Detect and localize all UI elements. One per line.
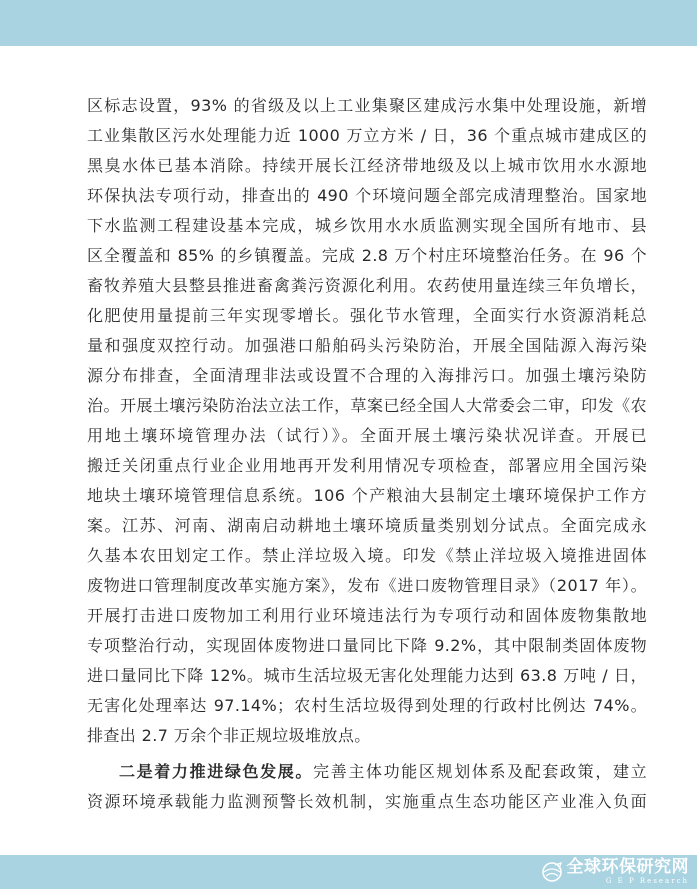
text-line: 专项整治行动，实现固体废物进口量同比下降 9.2%，其中限制类固体废物 xyxy=(87,636,647,655)
text-line: 案。江苏、河南、湖南启动耕地土壤环境质量类别划分试点。全面完成永 xyxy=(87,516,647,535)
text-line: 区全覆盖和 85% 的乡镇覆盖。完成 2.8 万个村庄环境整治任务。在 96 个 xyxy=(87,246,647,265)
text-line: 无害化处理率达 97.14%；农村生活垃圾得到处理的行政村比例达 74%。 xyxy=(87,696,647,715)
text-line: 畜牧养殖大县整县推进畜禽粪污资源化利用。农药使用量连续三年负增长， xyxy=(87,276,647,295)
text-line: 久基本农田划定工作。禁止洋垃圾入境。印发《禁止洋垃圾入境推进固体 xyxy=(87,546,647,565)
text-line: 化肥使用量提前三年实现零增长。强化节水管理，全面实行水资源消耗总 xyxy=(87,306,647,325)
text-line: 工业集散区污水处理能力近 1000 万立方米 / 日，36 个重点城市建成区的 xyxy=(87,126,647,145)
watermark-title: 全球环保研究网 xyxy=(566,857,689,877)
text-line: 量和强度双控行动。加强港口船舶码头污染防治，开展全国陆源入海污染 xyxy=(87,336,647,355)
text-line: 区标志设置，93% 的省级及以上工业集聚区建成污水集中处理设施，新增 xyxy=(87,96,647,115)
text-line: 地块土壤环境管理信息系统。106 个产粮油大县制定土壤环境保护工作方 xyxy=(87,486,647,505)
text-line: 用地土壤环境管理办法（试行）》。全面开展土壤污染状况详查。开展已 xyxy=(87,426,647,445)
globe-icon xyxy=(541,861,563,883)
text-line: 黑臭水体已基本消除。持续开展长江经济带地级及以上城市饮用水水源地 xyxy=(87,156,647,175)
text-line: 进口量同比下降 12%。城市生活垃圾无害化处理能力达到 63.8 万吨 / 日， xyxy=(87,666,647,685)
text-line: 治。开展土壤污染防治法立法工作，草案已经全国人大常委会二审，印发《农 xyxy=(87,396,647,415)
paragraph-2-first-line xyxy=(119,759,647,784)
text-line: 开展打击进口废物加工利用行业环境违法行为专项行动和固体废物集散地 xyxy=(87,606,647,625)
text-line: 废物进口管理制度改革实施方案》，发布《进口废物管理目录》（2017 年）。 xyxy=(87,576,647,595)
watermark-subtitle: G E P Research xyxy=(605,877,689,885)
text-line: 排查出 2.7 万余个非正规垃圾堆放点。 xyxy=(87,726,371,745)
text-line: 资源环境承载能力监测预警长效机制，实施重点生态功能区产业准入负面 xyxy=(87,792,647,811)
watermark xyxy=(541,857,690,887)
paragraph-text: 完善主体功能区规划体系及配套政策，建立 xyxy=(313,762,647,781)
text-line: 源分布排查，全面清理非法或设置不合理的入海排污口。加强土壤污染防 xyxy=(87,366,647,385)
text-line: 下水监测工程建设基本完成，城乡饮用水水质监测实现全国所有地市、县 xyxy=(87,216,647,235)
paragraph-heading: 二是着力推进绿色发展。 xyxy=(119,762,314,781)
text-line: 环保执法专项行动，排查出的 490 个环境问题全部完成清理整治。国家地 xyxy=(87,186,647,205)
text-line: 搬迁关闭重点行业企业用地再开发利用情况专项检查，部署应用全国污染 xyxy=(87,456,647,475)
header-band xyxy=(0,0,697,46)
